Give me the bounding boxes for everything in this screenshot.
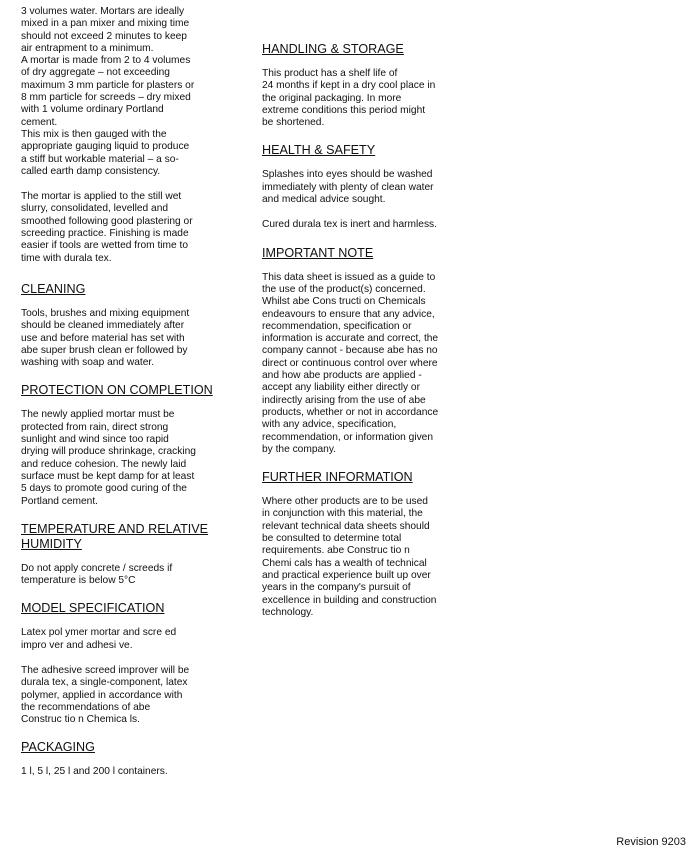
- mixing-paragraph: 3 volumes water. Mortars are ideally mixed in a pan mixer and mixing time should not exceed 2 minutes to keep air entrapment to a minimum. A mortar is made from 2 to 4 volumes of dry aggregate – not exceeding maximum 3 mm particle for plasters or 8 mm particle for screeds – dry mixed with 1 volume ordinary Portland cement. This mix is then gauged with the appropriate gauging liquid to produce a stiff but workable material – a so- called earth damp consistency.: [21, 6, 195, 177]
- temperature-heading: TEMPERATURE AND RELATIVE HUMIDITY: [21, 521, 209, 551]
- protection-heading: PROTECTION ON COMPLETION: [21, 383, 213, 398]
- revision-label: Revision 9203: [616, 836, 686, 848]
- cured-paragraph: Cured durala tex is inert and harmless.: [262, 219, 437, 231]
- cleaning-paragraph: Tools, brushes and mixing equipment should be cleaned immediately after use and before material has set with abe super brush clean er followed by washing with soap and water.: [21, 307, 190, 369]
- health-safety-paragraph: Splashes into eyes should be washed immediately with plenty of clean water and medical advice sought.: [262, 169, 434, 206]
- packaging-paragraph: 1 l, 5 l, 25 l and 200 l containers.: [21, 766, 168, 778]
- further-information-heading: FURTHER INFORMATION: [262, 470, 413, 485]
- packaging-heading: PACKAGING: [21, 740, 95, 755]
- important-note-paragraph: This data sheet is issued as a guide to the use of the product(s) concerned. Whilst abe Cons tructi on Chemicals endeavours to ensure that any advice, recommendation, specification or information is accurate and correct, the company cannot - because abe has no direct or continuous control over where and how abe products are applied - accept any liability either directly or indirectly arising from the use of abe products, whether or not in accordance with any advice, specification, recommendation, or information given by the company.: [262, 271, 439, 455]
- handling-storage-paragraph: This product has a shelf life of 24 months if kept in a dry cool place in the original packaging. In more extreme conditions this period might be shortened.: [262, 68, 436, 129]
- further-information-paragraph: Where other products are to be used in conjunction with this material, the relevant technical data sheets should be consulted to determine total requirements. abe Construc tio n Chemi cals has a wealth of technical and practical experience built up over years in the company's pursuit of excellence in building and construction technology.: [262, 496, 437, 618]
- model-specification-paragraph: Latex pol ymer mortar and scre ed impro ver and adhesi ve.: [21, 627, 177, 651]
- application-paragraph: The mortar is applied to the still wet slurry, consolidated, levelled and smoothed following good plastering or screeding practice. Finishing is made easier if tools are wetted from time to time with durala tex.: [21, 191, 193, 264]
- health-safety-heading: HEALTH & SAFETY: [262, 143, 376, 158]
- cleaning-heading: CLEANING: [21, 281, 86, 296]
- handling-storage-heading: HANDLING & STORAGE: [262, 42, 404, 56]
- model-specification-heading: MODEL SPECIFICATION: [21, 601, 165, 616]
- right-column: [262, 42, 484, 619]
- important-note-heading: IMPORTANT NOTE: [262, 245, 374, 260]
- temperature-paragraph: Do not apply concrete / screeds if temperature is below 5°C: [21, 562, 173, 587]
- left-column: [21, 0, 243, 779]
- protection-paragraph: The newly applied mortar must be protected from rain, direct strong sunlight and wind since too rapid drying will produce shrinkage, cracking and reduce cohesion. The newly laid surface must be kept damp for at least 5 days to promote good curing of the Portland cement.: [21, 409, 196, 507]
- screed-improver-paragraph: The adhesive screed improver will be durala tex, a single-component, latex polymer, applied in accordance with the recommendations of abe Construc tio n Chemica ls.: [21, 664, 190, 726]
